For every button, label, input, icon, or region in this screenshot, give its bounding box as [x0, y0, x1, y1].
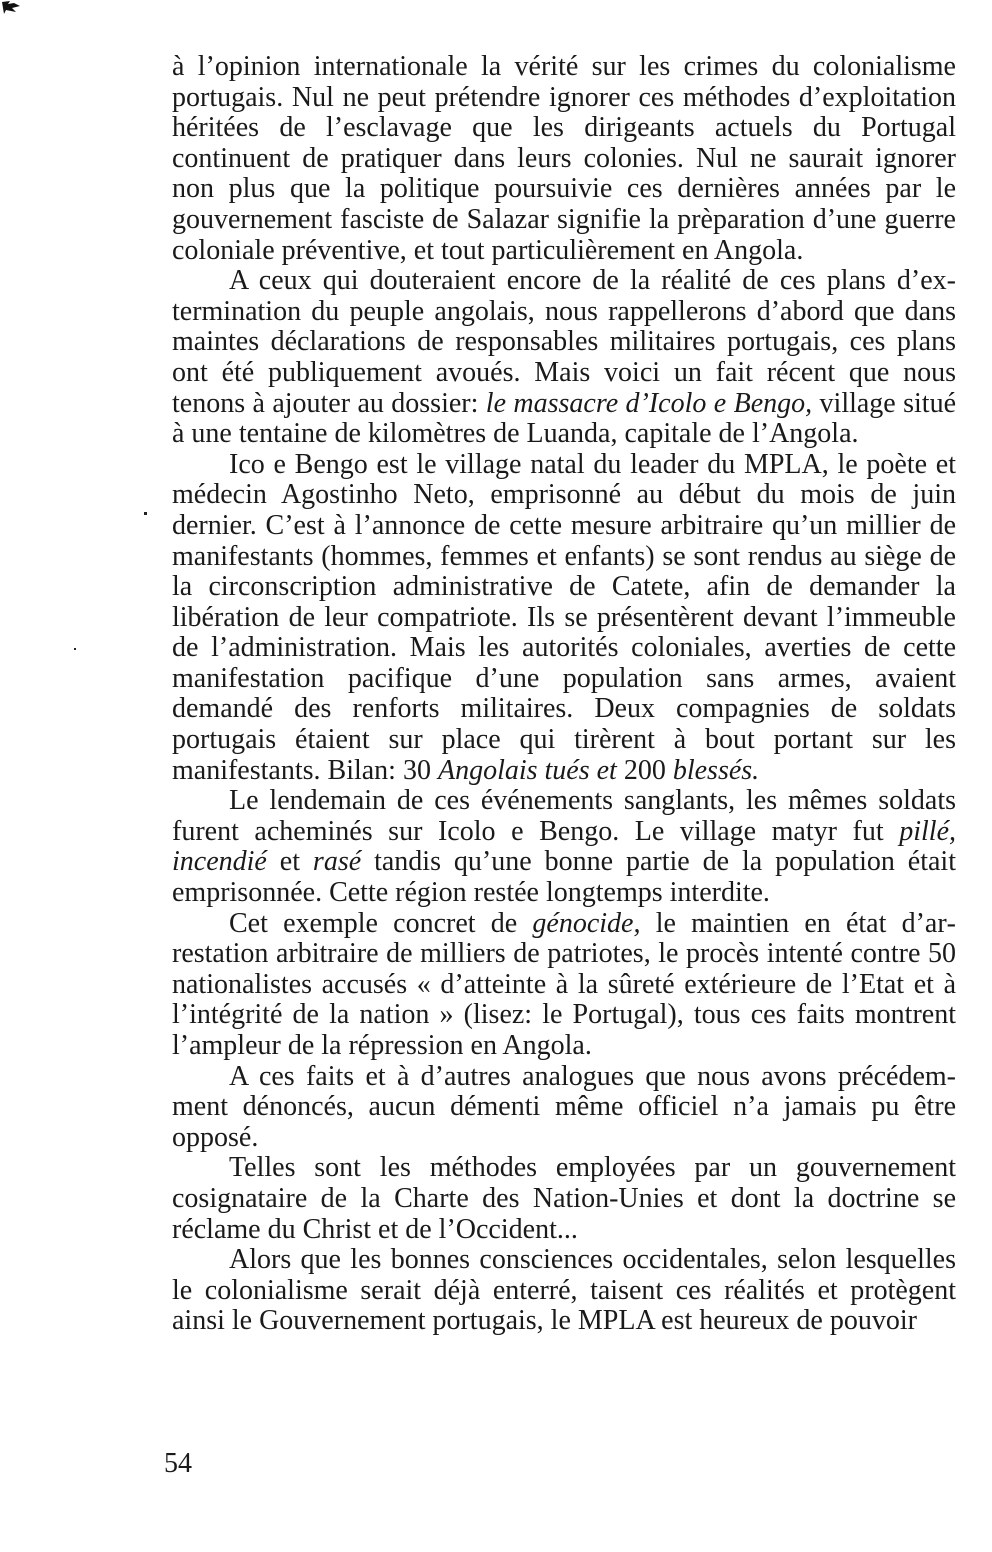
text-run: village situé à une tentaine de kilomètres de Luanda, capitale de l’Angola. — [172, 387, 957, 450]
page-body-text — [172, 52, 956, 1337]
scan-corner-mark — [0, 0, 22, 20]
text-run: Le lendemain de ces événements sanglants, les mêmes soldats furent acheminés sur Icolo e Bengo. Le village matyr fut — [172, 785, 956, 847]
text-run: Ico e Bengo est le village natal du leader du MPLA, le poète et médecin Agostinho Neto, emprisonné au début du mois de juin dernier. C’est à l’annonce de cette mesure arbitraire qu’un millier de manifestants (hommes, femmes et enfants) se sont rendus au siège de la circonscription administrative de Catete, afin de demander la libération de leur compatriote. Ils se présentèrent devant l’immeuble de l’administration. Mais les autorités coloniales, averties de cette manifestation pacifique d’une population sans armes, avaient demandé des renforts militaires. Deux compagnies de soldats portugais étaient sur place qui tirèrent à bout portant sur les manifestants. Bilan: 30 — [172, 448, 956, 786]
paragraph — [172, 1245, 956, 1337]
italic-text-run: génocide, — [532, 907, 641, 939]
paragraph — [172, 1153, 956, 1245]
text-run: le maintien en état d’arrestation arbitraire de milliers de patriotes, le procès intenté contre 50 nationalistes accusés « d’atteinte à la sûreté extérieure de l’Etat et à l’intégrité de la nation » (lisez: le Portugal), tous ces faits montrent l’ampleur de la répression en Angola. — [172, 907, 956, 1061]
text-run: Alors que les bonnes consciences occidentales, selon lesquelles le colonialisme serait déjà enterré, taisent ces réalités et protègent ainsi le Gouvernement portugais, le MPLA est heureux de pouvoir — [172, 1244, 956, 1337]
text-run: A ces faits et à d’autres analogues que nous avons précédemment dénoncés, aucun démenti même officiel n’a jamais pu être opposé. — [172, 1060, 956, 1153]
paragraph — [172, 52, 956, 266]
text-run: tandis qu’une bonne partie de la population était emprisonnée. Cette région restée longtemps interdite. — [172, 846, 956, 909]
paragraph — [172, 909, 956, 1062]
text-run: 200 — [616, 754, 673, 786]
italic-text-run: Angolais tués et — [437, 754, 617, 786]
paragraph — [172, 450, 956, 787]
italic-text-run: le massacre d’Icolo e Bengo, — [485, 387, 813, 419]
text-run: Cet exemple concret de — [229, 907, 533, 939]
page-number: 54 — [164, 1448, 192, 1479]
paragraph — [172, 266, 956, 450]
italic-text-run: rasé — [312, 846, 362, 878]
paragraph — [172, 1062, 956, 1154]
italic-text-run: pillé, incendié — [172, 815, 956, 878]
text-run: à l’opinion internationale la vérité sur les crimes du colonialisme portugais. Nul ne peut prétendre ignorer ces méthodes d’exploitation héritées de l’esclavage que les dirigeants actuels du Portugal continuent de pratiquer dans leurs colonies. Nul ne saurait ignorer non plus que la politique poursuivie ces dernières années par le gouvernement fasciste de Salazar signifie la prèparation d’une guerre coloniale préventive, et tout particulièrement en Angola. — [172, 51, 956, 266]
text-run: Telles sont les méthodes employées par un gouvernement cosignataire de la Charte des Nation-Unies et dont la doctrine se réclame du Christ et de l’Occident... — [172, 1152, 956, 1245]
text-run: et — [266, 846, 313, 878]
italic-text-run: blessés. — [672, 754, 760, 786]
paragraph — [172, 786, 956, 908]
scan-speck — [74, 648, 76, 650]
scan-speck — [144, 512, 147, 515]
text-run: A ceux qui douteraient encore de la réalité de ces plans d’extermination du peuple angolais, nous rappellerons d’abord que dans maintes déclarations de responsables militaires portugais, ces plans ont été publiquement avoués. Mais voici un fait récent que nous tenons à ajouter au dossier: — [172, 265, 956, 419]
